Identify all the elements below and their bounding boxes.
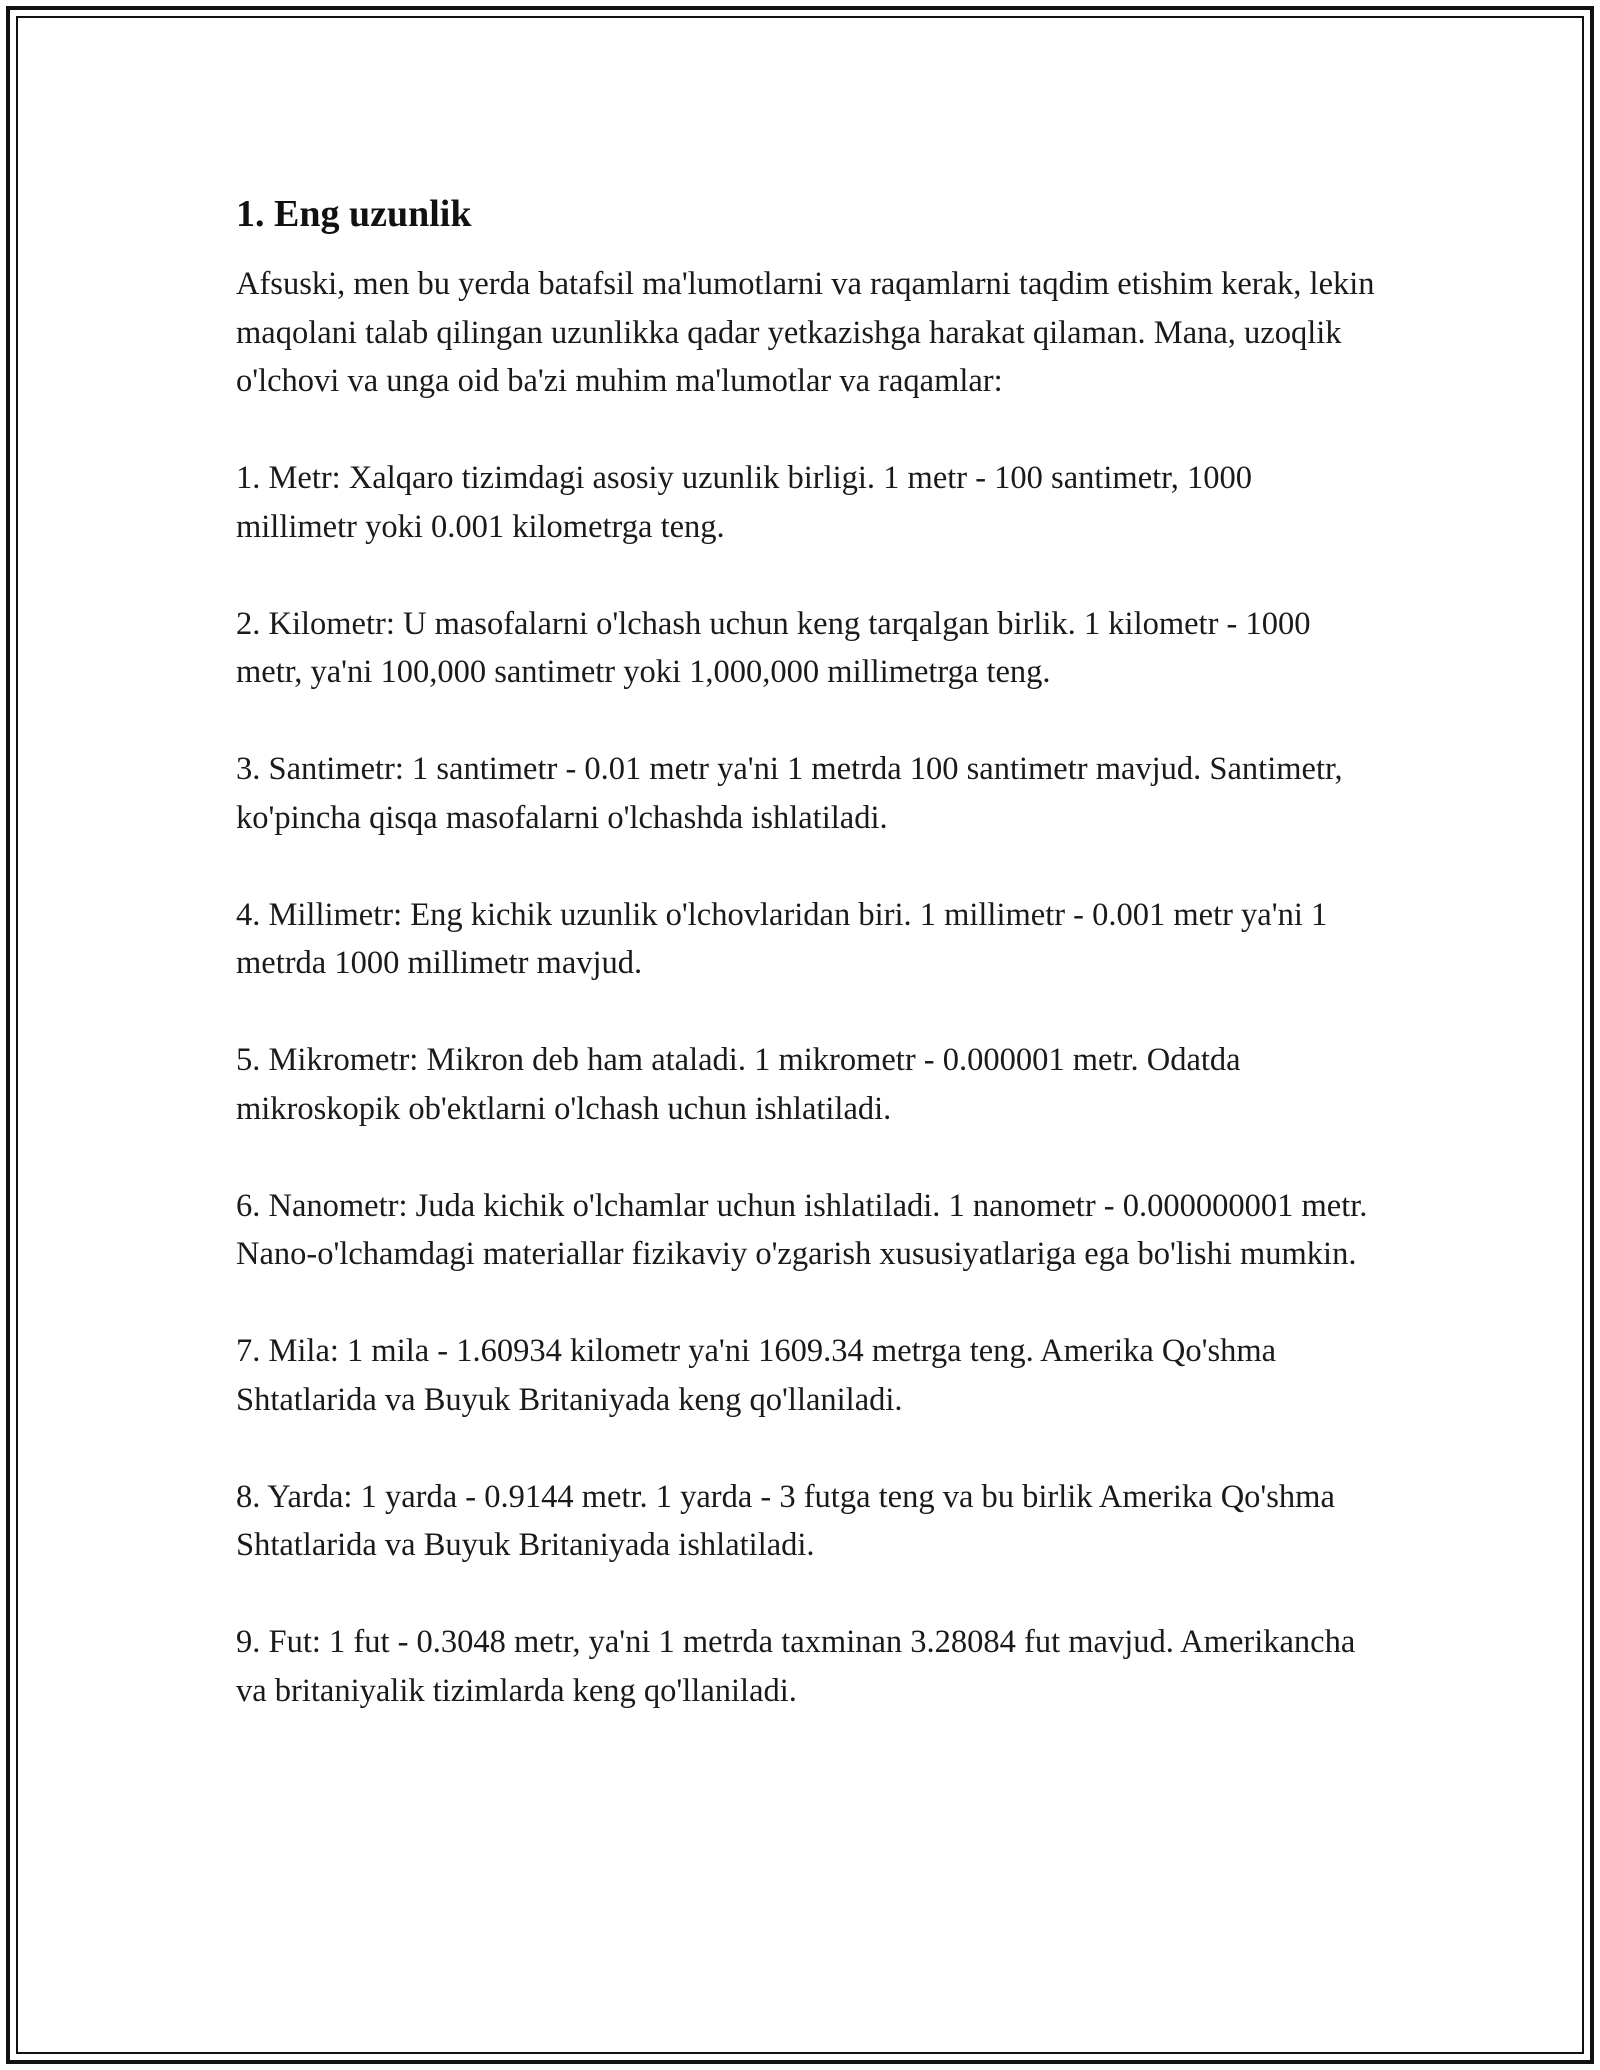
list-item-fut: 9. Fut: 1 fut - 0.3048 metr, ya'ni 1 metrda taxminan 3.28084 fut mavjud. Amerikancha va britaniyalik tizimlarda keng qo'llaniladi. (236, 1624, 1356, 1709)
list-item-metr: 1. Metr: Xalqaro tizimdagi asosiy uzunlik birligi. 1 metr - 100 santimetr, 1000 millimetr yoki 0.001 kilometrga teng. (236, 460, 1252, 545)
document-body (236, 188, 1381, 1715)
list-item-yarda: 8. Yarda: 1 yarda - 0.9144 metr. 1 yarda - 3 futga teng va bu birlik Amerika Qo'shma Shtatlarida va Buyuk Britaniyada ishlatiladi. (236, 1478, 1335, 1563)
list-item-kilometr: 2. Kilometr: U masofalarni o'lchash uchun keng tarqalgan birlik. 1 kilometr - 1000 metr, ya'ni 100,000 santimetr yoki 1,000,000 millimetrga teng. (236, 605, 1311, 690)
list-item-santimetr: 3. Santimetr: 1 santimetr - 0.01 metr ya'ni 1 metrda 100 santimetr mavjud. Santimetr, ko'pincha qisqa masofalarni o'lchashda ishlatiladi. (236, 751, 1343, 836)
list-item-mikrometr: 5. Mikrometr: Mikron deb ham ataladi. 1 mikrometr - 0.000001 metr. Odatda mikroskopik ob'ektlarni o'lchash uchun ishlatiladi. (236, 1042, 1241, 1127)
list-item-millimetr: 4. Millimetr: Eng kichik uzunlik o'lchovlaridan biri. 1 millimetr - 0.001 metr ya'ni 1 metrda 1000 millimetr mavjud. (236, 896, 1328, 981)
list-item-nanometr: 6. Nanometr: Juda kichik o'lchamlar uchun ishlatiladi. 1 nanometr - 0.000000001 metr. Nano-o'lchamdagi materiallar fizikaviy o'zgarish xususiyatlariga ega bo'lishi mumkin. (236, 1187, 1368, 1272)
section-heading: 1. Eng uzunlik (236, 193, 472, 235)
intro-paragraph: Afsuski, men bu yerda batafsil ma'lumotlarni va raqamlarni taqdim etishim kerak, lekin maqolani talab qilingan uzunlikka qadar yetkazishga harakat qilaman. Mana, uzoqlik o'lchovi va unga oid ba'zi muhim ma'lumotlar va raqamlar: (236, 266, 1375, 399)
list-item-mila: 7. Mila: 1 mila - 1.60934 kilometr ya'ni 1609.34 metrga teng. Amerika Qo'shma Shtatlarida va Buyuk Britaniyada keng qo'llaniladi. (236, 1333, 1277, 1418)
